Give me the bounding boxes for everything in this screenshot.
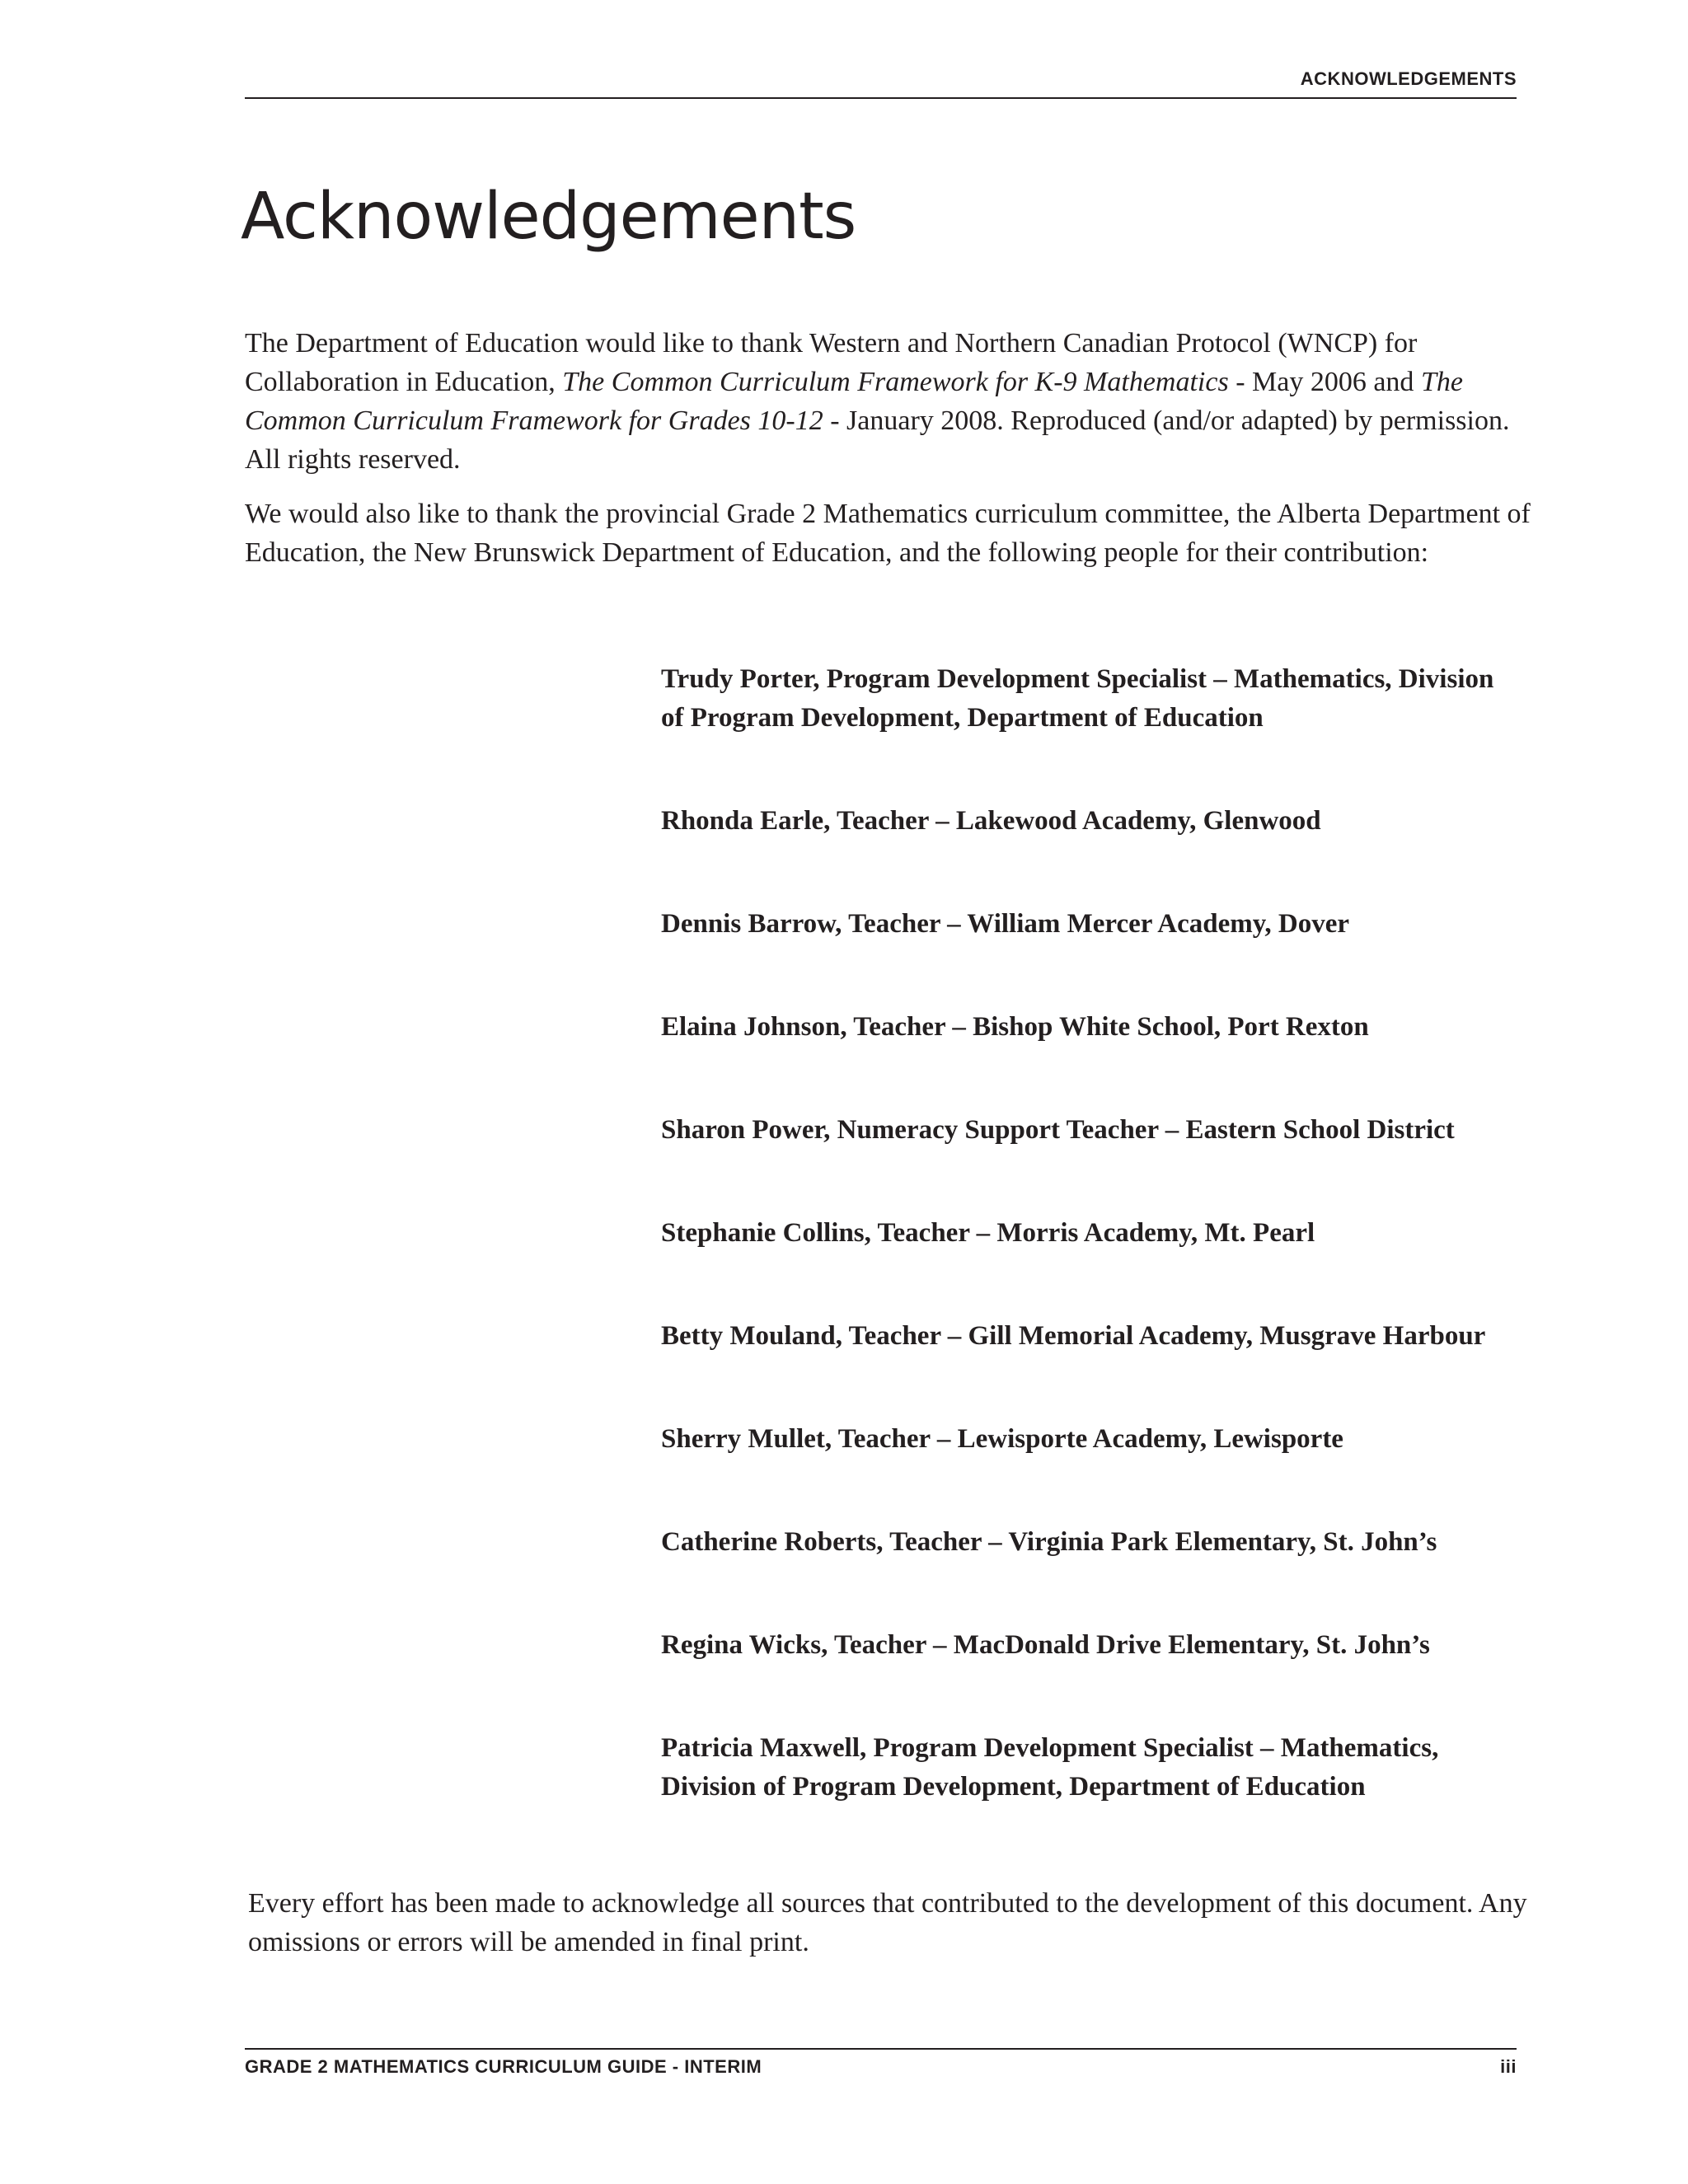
footer-guide-title: GRADE 2 MATHEMATICS CURRICULUM GUIDE - INTERIM — [245, 2056, 762, 2077]
contributor-item: Catherine Roberts, Teacher – Virginia Park Elementary, St. John’s — [661, 1527, 1437, 1557]
contributor-item: Rhonda Earle, Teacher – Lakewood Academy, Glenwood — [661, 806, 1321, 836]
contributor-item: Stephanie Collins, Teacher – Morris Academy, Mt. Pearl — [661, 1218, 1315, 1248]
contributor-item: Betty Mouland, Teacher – Gill Memorial Academy, Musgrave Harbour — [661, 1321, 1486, 1351]
page-title: Acknowledgements — [241, 180, 856, 254]
contributor-item: Trudy Porter, Program Development Specialist – Mathematics, Division of Program Development, Department of Education — [661, 664, 1494, 733]
header-section-label: ACKNOWLEDGEMENTS — [1300, 68, 1517, 89]
running-footer — [245, 2048, 1517, 2079]
contributor-item: Sherry Mullet, Teacher – Lewisporte Academy, Lewisporte — [661, 1424, 1343, 1454]
framework-title-k9: The Common Curriculum Framework for K-9 Mathematics — [562, 367, 1229, 397]
contributor-item: Elaina Johnson, Teacher – Bishop White School, Port Rexton — [661, 1012, 1369, 1042]
thanks-paragraph: We would also like to thank the provincial Grade 2 Mathematics curriculum committee, the Alberta Department of Education, the New Brunswick Department of Education, and the following people for their contribution: — [245, 499, 1531, 568]
intro-text-part1: The Department of Education would like to thank Western and Northern Canadian Protocol (WNCP) for Collaboration in Education, — [245, 328, 1418, 397]
contributor-item: Regina Wicks, Teacher – MacDonald Drive Elementary, St. John’s — [661, 1630, 1430, 1660]
intro-text-part2: - May 2006 and — [1228, 367, 1421, 397]
contributor-list — [661, 660, 1522, 1871]
running-header — [245, 66, 1517, 99]
contributor-item: Sharon Power, Numeracy Support Teacher – Eastern School District — [661, 1115, 1455, 1145]
closing-paragraph: Every effort has been made to acknowledge all sources that contributed to the development of this document. Any omissions or errors will be amended in final print. — [248, 1888, 1527, 1957]
contributor-item: Patricia Maxwell, Program Development Specialist – Mathematics, Division of Program Development, Department of Education — [661, 1733, 1439, 1802]
contributor-item: Dennis Barrow, Teacher – William Mercer Academy, Dover — [661, 909, 1350, 939]
intro-paragraph — [245, 324, 1531, 479]
footer-page-number: iii — [1500, 2056, 1517, 2077]
framework-title-10-12: The Common Curriculum Framework for Grades 10-12 — [245, 367, 1463, 436]
intro-text-part3: - January 2008. Reproduced (and/or adapted) by permission. All rights reserved. — [245, 405, 1510, 475]
